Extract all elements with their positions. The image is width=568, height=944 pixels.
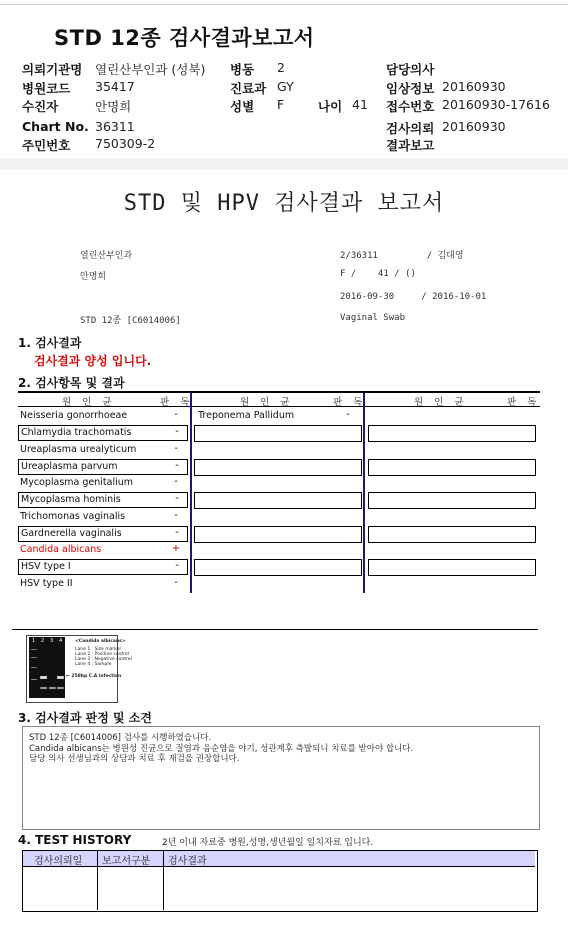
section4-heading: 4. TEST HISTORY — [18, 833, 132, 847]
organism-name: Mycoplasma genitalium — [20, 477, 134, 488]
header-title: STD 12종 검사결과보고서 — [54, 26, 315, 50]
result-row — [18, 492, 188, 508]
result-row — [18, 559, 188, 575]
judge-value: - — [174, 510, 178, 521]
col3-cause-header: 원 인 균 — [414, 397, 468, 408]
organism-name: Gardnerella vaginalis — [21, 528, 122, 539]
empty-result-box — [194, 425, 362, 442]
dept-value: GY — [277, 79, 294, 94]
requesting-org-label: 의뢰기관명 — [22, 62, 83, 77]
history-col-report-type: 보고서구분 — [102, 856, 151, 867]
history-note: 2년 이내 자료중 병원,성명,생년월일 일치자료 입니다. — [162, 838, 374, 848]
history-col-request-date: 검사의뢰일 — [34, 856, 83, 867]
meta-patient: 안명희 — [80, 272, 107, 282]
judge-value: - — [174, 577, 178, 588]
judge-value: - — [175, 460, 179, 471]
gel-band — [57, 687, 64, 689]
age-value: 41 — [352, 97, 368, 112]
gel-band — [31, 649, 37, 650]
request-date-label: 검사의뢰 — [386, 121, 435, 136]
results-col-separator — [190, 393, 192, 593]
section3-heading: 3. 검사결과 판정 및 소견 — [18, 711, 152, 725]
opinion-line: STD 12종 [C6014006] 검사를 시행하였습니다. — [29, 733, 212, 743]
judge-value: - — [175, 426, 179, 437]
result-row — [18, 408, 188, 425]
empty-result-box — [368, 425, 536, 442]
history-table-header — [23, 851, 535, 867]
opinion-line: Candida albicans는 병원성 진균으로 질염과 음순염을 야기, 성관계후 측발되니 치료를 받아야 합니다. — [29, 744, 414, 754]
col2-cause-header: 원 인 균 — [240, 397, 294, 408]
clinical-info-label: 임상정보 — [386, 81, 435, 96]
result-row — [18, 442, 188, 459]
judge-value: - — [175, 560, 179, 571]
judge-value: - — [174, 443, 178, 454]
gel-legend-line: Lane 4 : Sample — [75, 662, 112, 667]
empty-result-box — [368, 526, 536, 543]
section2-heading: 2. 검사항목 및 결과 — [18, 376, 125, 390]
resident-no-value: 750309-2 — [95, 136, 156, 151]
gel-band — [31, 679, 37, 680]
section1-heading: 1. 검사결과 — [18, 336, 82, 350]
lane-number: 2 — [41, 638, 45, 644]
empty-result-box — [194, 492, 362, 509]
empty-result-box — [368, 492, 536, 509]
gel-electrophoresis-image — [29, 637, 65, 698]
results-table-top-rule — [18, 391, 540, 393]
clinical-info-value: 20160930 — [442, 79, 506, 94]
meta-dates: 2016-09-30 / 2016-10-01 — [340, 292, 487, 302]
patient-label: 수진자 — [22, 99, 59, 114]
empty-result-box — [194, 459, 362, 476]
header-top-rule — [0, 4, 568, 5]
organism-name: Treponema Pallidum — [198, 410, 295, 421]
sex-value: F — [277, 97, 285, 112]
report-title: STD 및 HPV 검사결과 보고서 — [123, 191, 445, 216]
result-row — [18, 475, 188, 492]
result-row — [18, 576, 188, 593]
judge-value: - — [175, 493, 179, 504]
organism-name: Mycoplasma hominis — [21, 494, 121, 505]
age-label: 나이 — [318, 99, 343, 114]
gel-band — [40, 676, 47, 679]
gel-band-label: ← 258bp C.A infection — [66, 674, 122, 679]
gel-legend-line: Lane 3 : Negative control — [75, 657, 132, 662]
judge-value: - — [174, 476, 178, 487]
doctor-label: 담당의사 — [386, 62, 435, 77]
meta-chart-doctor: 2/36311 / 김대영 — [340, 251, 464, 261]
gel-band — [49, 687, 56, 689]
result-row — [196, 408, 366, 425]
organism-name: Chlamydia trachomatis — [21, 427, 132, 438]
hospital-code-label: 병원코드 — [22, 81, 71, 96]
gel-band — [40, 687, 47, 689]
chart-no-label: Chart No. — [22, 119, 89, 134]
gel-band — [31, 657, 37, 658]
lane-number: 3 — [50, 638, 54, 644]
opinion-line: 담당 의사 선생님과의 상담과 치료 후 재검을 권장합니다. — [29, 754, 240, 764]
report-label: 결과보고 — [386, 138, 435, 153]
lane-number: 1 — [32, 638, 36, 644]
judge-value: + — [171, 543, 181, 554]
meta-specimen: Vaginal Swab — [340, 313, 406, 323]
history-col-result: 검사결과 — [168, 856, 207, 867]
requesting-org-value: 열린산부인과 (성북) — [95, 62, 206, 77]
history-col-divider — [163, 850, 164, 910]
organism-name: Candida albicans — [20, 544, 102, 555]
result-row — [18, 526, 188, 542]
organism-name: HSV type I — [21, 561, 71, 572]
judge-value: - — [175, 527, 179, 538]
resident-no-label: 주민번호 — [22, 138, 71, 153]
col1-cause-header: 원 인 균 — [62, 397, 116, 408]
gel-band — [57, 676, 64, 679]
col1-judge-header: 판 독 — [160, 397, 194, 408]
result-row — [18, 509, 188, 526]
organism-name: Ureaplasma parvum — [21, 461, 118, 472]
gel-legend-line: Lane 2 : Positive control — [75, 652, 129, 657]
col2-judge-header: 판 독 — [333, 397, 367, 408]
meta-sex-age: F / 41 / () — [340, 269, 416, 279]
chart-no-value: 36311 — [95, 119, 135, 134]
empty-result-box — [368, 559, 536, 576]
dept-label: 진료과 — [230, 81, 267, 96]
ward-value: 2 — [277, 60, 285, 75]
hospital-code-value: 35417 — [95, 79, 135, 94]
organism-name: HSV type II — [20, 578, 73, 589]
sex-label: 성별 — [230, 99, 255, 114]
gel-section-rule — [12, 629, 538, 630]
result-row — [18, 542, 188, 559]
lane-number: 4 — [59, 638, 63, 644]
meta-test-code: STD 12종 [C6014006] — [80, 316, 181, 326]
gel-title: <Candida albicans> — [75, 639, 126, 644]
empty-result-box — [368, 459, 536, 476]
empty-result-box — [194, 559, 362, 576]
patient-value: 안명희 — [95, 99, 132, 114]
empty-result-box — [194, 526, 362, 543]
organism-name: Trichomonas vaginalis — [20, 511, 126, 522]
judge-value: - — [346, 409, 350, 420]
meta-clinic: 열린산부인과 — [80, 251, 133, 261]
gel-band — [31, 667, 37, 668]
receipt-no-label: 접수번호 — [386, 99, 435, 114]
result-row — [18, 459, 188, 475]
result-row — [18, 425, 188, 441]
positive-result: 검사결과 양성 입니다. — [34, 354, 152, 368]
col3-judge-header: 판 독 — [507, 397, 541, 408]
ward-label: 병동 — [230, 62, 255, 77]
request-date-value: 20160930 — [442, 119, 506, 134]
gel-legend-line: Lane 1 : Size marker — [75, 647, 122, 652]
organism-name: Ureaplasma urealyticum — [20, 444, 137, 455]
history-col-divider — [97, 850, 98, 910]
judge-value: - — [174, 409, 178, 420]
organism-name: Neisseria gonorrhoeae — [20, 410, 128, 421]
receipt-no-value: 20160930-17616 — [442, 97, 550, 112]
